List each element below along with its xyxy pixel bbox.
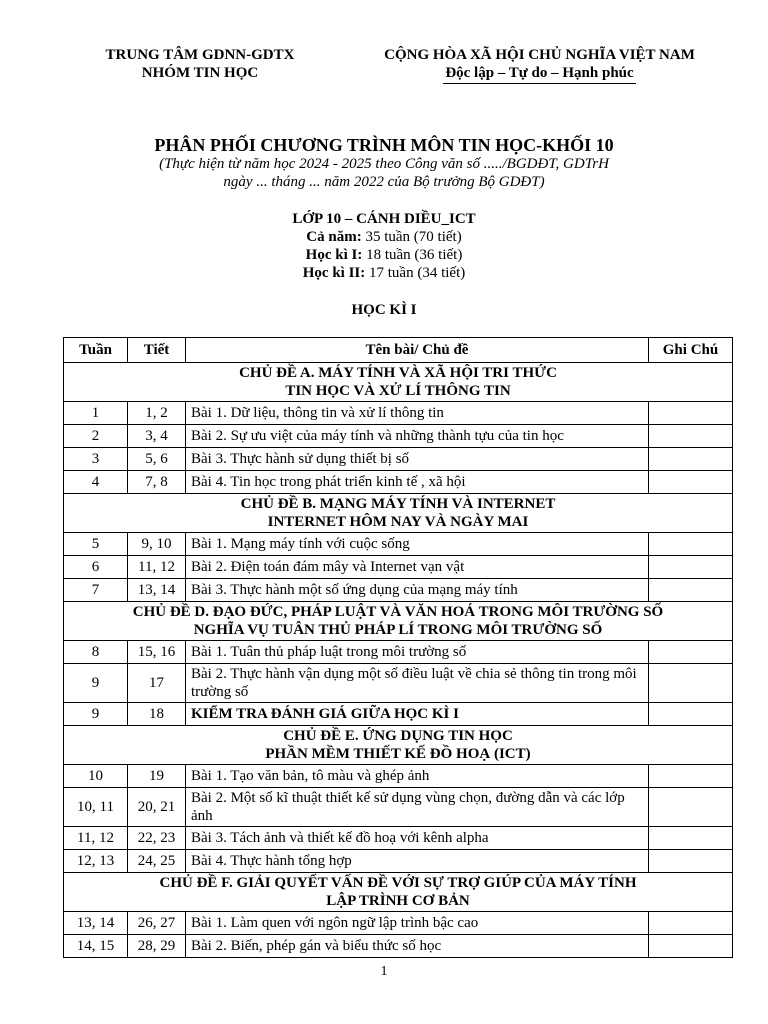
table-row: [64, 533, 733, 556]
year-value: 35 tuần (70 tiết): [365, 229, 462, 245]
semester1-value: 18 tuần (36 tiết): [366, 247, 463, 263]
note-cell: [649, 912, 733, 935]
document-subtitle: [40, 155, 728, 191]
note-cell: [649, 850, 733, 873]
period-cell: 1, 2: [128, 402, 186, 425]
period-cell: 13, 14: [128, 579, 186, 602]
page-number: 1: [380, 964, 388, 979]
table-row: [64, 448, 733, 471]
table-header-row: [64, 338, 733, 363]
week-column-header: Tuần: [64, 338, 128, 363]
period-cell: 17: [128, 664, 186, 703]
topic-e-line-1: CHỦ ĐỀ E. ỨNG DỤNG TIN HỌC: [283, 728, 513, 744]
topic-row: [64, 726, 733, 765]
period-cell: 18: [128, 703, 186, 726]
table-row: [64, 765, 733, 788]
week-cell: 3: [64, 448, 128, 471]
period-cell: 26, 27: [128, 912, 186, 935]
period-cell: 28, 29: [128, 935, 186, 958]
period-cell: 7, 8: [128, 471, 186, 494]
table-row: [64, 850, 733, 873]
topic-row: [64, 602, 733, 641]
lesson-column-header: Tên bài/ Chủ đề: [186, 338, 649, 363]
semester-heading: HỌC KÌ I: [351, 302, 417, 318]
table-row: [64, 425, 733, 448]
week-cell: 9: [64, 703, 128, 726]
note-cell: [649, 664, 733, 703]
lesson-cell: Bài 2. Sự ưu việt của máy tính và những thành tựu của tin học: [186, 425, 649, 448]
period-cell: 24, 25: [128, 850, 186, 873]
lesson-cell: Bài 2. Một số kĩ thuật thiết kế sử dụng vùng chọn, đường dẫn và các lớp ảnh: [186, 788, 649, 827]
week-cell: 12, 13: [64, 850, 128, 873]
note-cell: [649, 402, 733, 425]
note-cell: [649, 471, 733, 494]
week-cell: 10, 11: [64, 788, 128, 827]
grade-heading: LỚP 10 – CÁNH DIỀU_ICT: [292, 211, 476, 227]
document-title: PHÂN PHỐI CHƯƠNG TRÌNH MÔN TIN HỌC-KHỐI 10: [154, 135, 614, 155]
note-cell: [649, 533, 733, 556]
week-cell: 13, 14: [64, 912, 128, 935]
week-cell: 5: [64, 533, 128, 556]
topic-e-line-2: PHẦN MỀM THIẾT KẾ ĐỒ HOẠ (ICT): [265, 746, 531, 762]
table-row: [64, 402, 733, 425]
lesson-cell: Bài 1. Mạng máy tính với cuộc sống: [186, 533, 649, 556]
table-row: [64, 579, 733, 602]
lesson-cell: Bài 1. Dữ liệu, thông tin và xử lí thông tin: [186, 402, 649, 425]
topic-f-line-2: LẬP TRÌNH CƠ BẢN: [326, 893, 470, 909]
week-cell: 11, 12: [64, 827, 128, 850]
note-cell: [649, 448, 733, 471]
period-cell: 15, 16: [128, 641, 186, 664]
week-cell: 1: [64, 402, 128, 425]
semester2-label: Học kì II:: [302, 265, 366, 281]
note-cell: [649, 703, 733, 726]
note-cell: [649, 425, 733, 448]
lesson-cell: Bài 4. Thực hành tổng hợp: [186, 850, 649, 873]
note-cell: [649, 579, 733, 602]
week-cell: 14, 15: [64, 935, 128, 958]
lesson-cell: Bài 1. Tạo văn bản, tô màu và ghép ảnh: [186, 765, 649, 788]
group-name: NHÓM TIN HỌC: [141, 65, 259, 81]
semester1-label: Học kì I:: [305, 247, 363, 263]
table-row: [64, 827, 733, 850]
lesson-cell: Bài 2. Điện toán đám mây và Internet vạn vật: [186, 556, 649, 579]
topic-d-heading: [64, 602, 733, 641]
lesson-cell: Bài 4. Tin học trong phát triển kinh tế , xã hội: [186, 471, 649, 494]
week-cell: 8: [64, 641, 128, 664]
table-row: [64, 471, 733, 494]
week-cell: 9: [64, 664, 128, 703]
national-header: [352, 46, 727, 84]
grade-info: [40, 210, 728, 282]
topic-f-line-1: CHỦ ĐỀ F. GIẢI QUYẾT VẤN ĐỀ VỚI SỰ TRỢ GIÚP CỦA MÁY TÍNH: [159, 875, 637, 891]
country-name: CỘNG HÒA XÃ HỘI CHỦ NGHĨA VIỆT NAM: [384, 47, 695, 63]
note-cell: [649, 935, 733, 958]
lesson-cell: Bài 3. Thực hành một số ứng dụng của mạng máy tính: [186, 579, 649, 602]
lesson-cell: Bài 1. Làm quen với ngôn ngữ lập trình bậc cao: [186, 912, 649, 935]
period-cell: 22, 23: [128, 827, 186, 850]
note-cell: [649, 788, 733, 827]
lesson-cell: Bài 2. Biến, phép gán và biểu thức số học: [186, 935, 649, 958]
week-cell: 4: [64, 471, 128, 494]
semester2-value: 17 tuần (34 tiết): [369, 265, 466, 281]
week-cell: 2: [64, 425, 128, 448]
period-cell: 9, 10: [128, 533, 186, 556]
topic-a-line-2: TIN HỌC VÀ XỬ LÍ THÔNG TIN: [285, 383, 511, 399]
topic-row: [64, 873, 733, 912]
period-cell: 3, 4: [128, 425, 186, 448]
topic-a-heading: [64, 363, 733, 402]
topic-b-heading: [64, 494, 733, 533]
table-row: [64, 664, 733, 703]
topic-d-line-2: NGHĨA VỤ TUÂN THỦ PHÁP LÍ TRONG MÔI TRƯỜNG SỐ: [193, 622, 603, 638]
lesson-cell: Bài 2. Thực hành vận dụng một số điều luật về chia sẻ thông tin trong môi trường số: [186, 664, 649, 703]
lesson-cell: Bài 3. Tách ảnh và thiết kế đồ hoạ với kênh alpha: [186, 827, 649, 850]
week-cell: 6: [64, 556, 128, 579]
week-cell: 7: [64, 579, 128, 602]
topic-b-line-2: INTERNET HÔM NAY VÀ NGÀY MAI: [267, 514, 529, 530]
topic-row: [64, 494, 733, 533]
topic-b-line-1: CHỦ ĐỀ B. MẠNG MÁY TÍNH VÀ INTERNET: [240, 496, 556, 512]
topic-d-line-1: CHỦ ĐỀ D. ĐẠO ĐỨC, PHÁP LUẬT VÀ VĂN HOÁ TRONG MÔI TRƯỜNG SỐ: [132, 604, 664, 620]
topic-e-heading: [64, 726, 733, 765]
week-cell: 10: [64, 765, 128, 788]
subtitle-line-1: (Thực hiện từ năm học 2024 - 2025 theo Công văn số ...../BGDĐT, GDTrH: [159, 156, 609, 172]
organization-header: [60, 46, 340, 82]
table-row: [64, 912, 733, 935]
lesson-cell: Bài 3. Thực hành sử dụng thiết bị số: [186, 448, 649, 471]
table-row: [64, 703, 733, 726]
topic-row: [64, 363, 733, 402]
exam-lesson-cell: KIỂM TRA ĐÁNH GIÁ GIỮA HỌC KÌ I: [186, 703, 649, 726]
table-row: [64, 556, 733, 579]
table-row: [64, 788, 733, 827]
topic-f-heading: [64, 873, 733, 912]
note-cell: [649, 556, 733, 579]
note-cell: [649, 641, 733, 664]
lesson-cell: Bài 1. Tuân thủ pháp luật trong môi trường số: [186, 641, 649, 664]
note-cell: [649, 827, 733, 850]
organization-name: TRUNG TÂM GDNN-GDTX: [105, 47, 295, 63]
period-cell: 19: [128, 765, 186, 788]
note-cell: [649, 765, 733, 788]
subtitle-line-2: ngày ... tháng ... năm 2022 của Bộ trưởng Bộ GDĐT): [223, 174, 545, 190]
note-column-header: Ghi Chú: [649, 338, 733, 363]
period-cell: 20, 21: [128, 788, 186, 827]
table-row: [64, 641, 733, 664]
table-row: [64, 935, 733, 958]
period-cell: 11, 12: [128, 556, 186, 579]
curriculum-table: [63, 337, 733, 958]
national-motto: Độc lập – Tự do – Hạnh phúc: [443, 64, 635, 84]
period-column-header: Tiết: [128, 338, 186, 363]
topic-a-line-1: CHỦ ĐỀ A. MÁY TÍNH VÀ XÃ HỘI TRI THỨC: [239, 365, 557, 381]
period-cell: 5, 6: [128, 448, 186, 471]
year-label: Cả năm:: [306, 229, 362, 245]
